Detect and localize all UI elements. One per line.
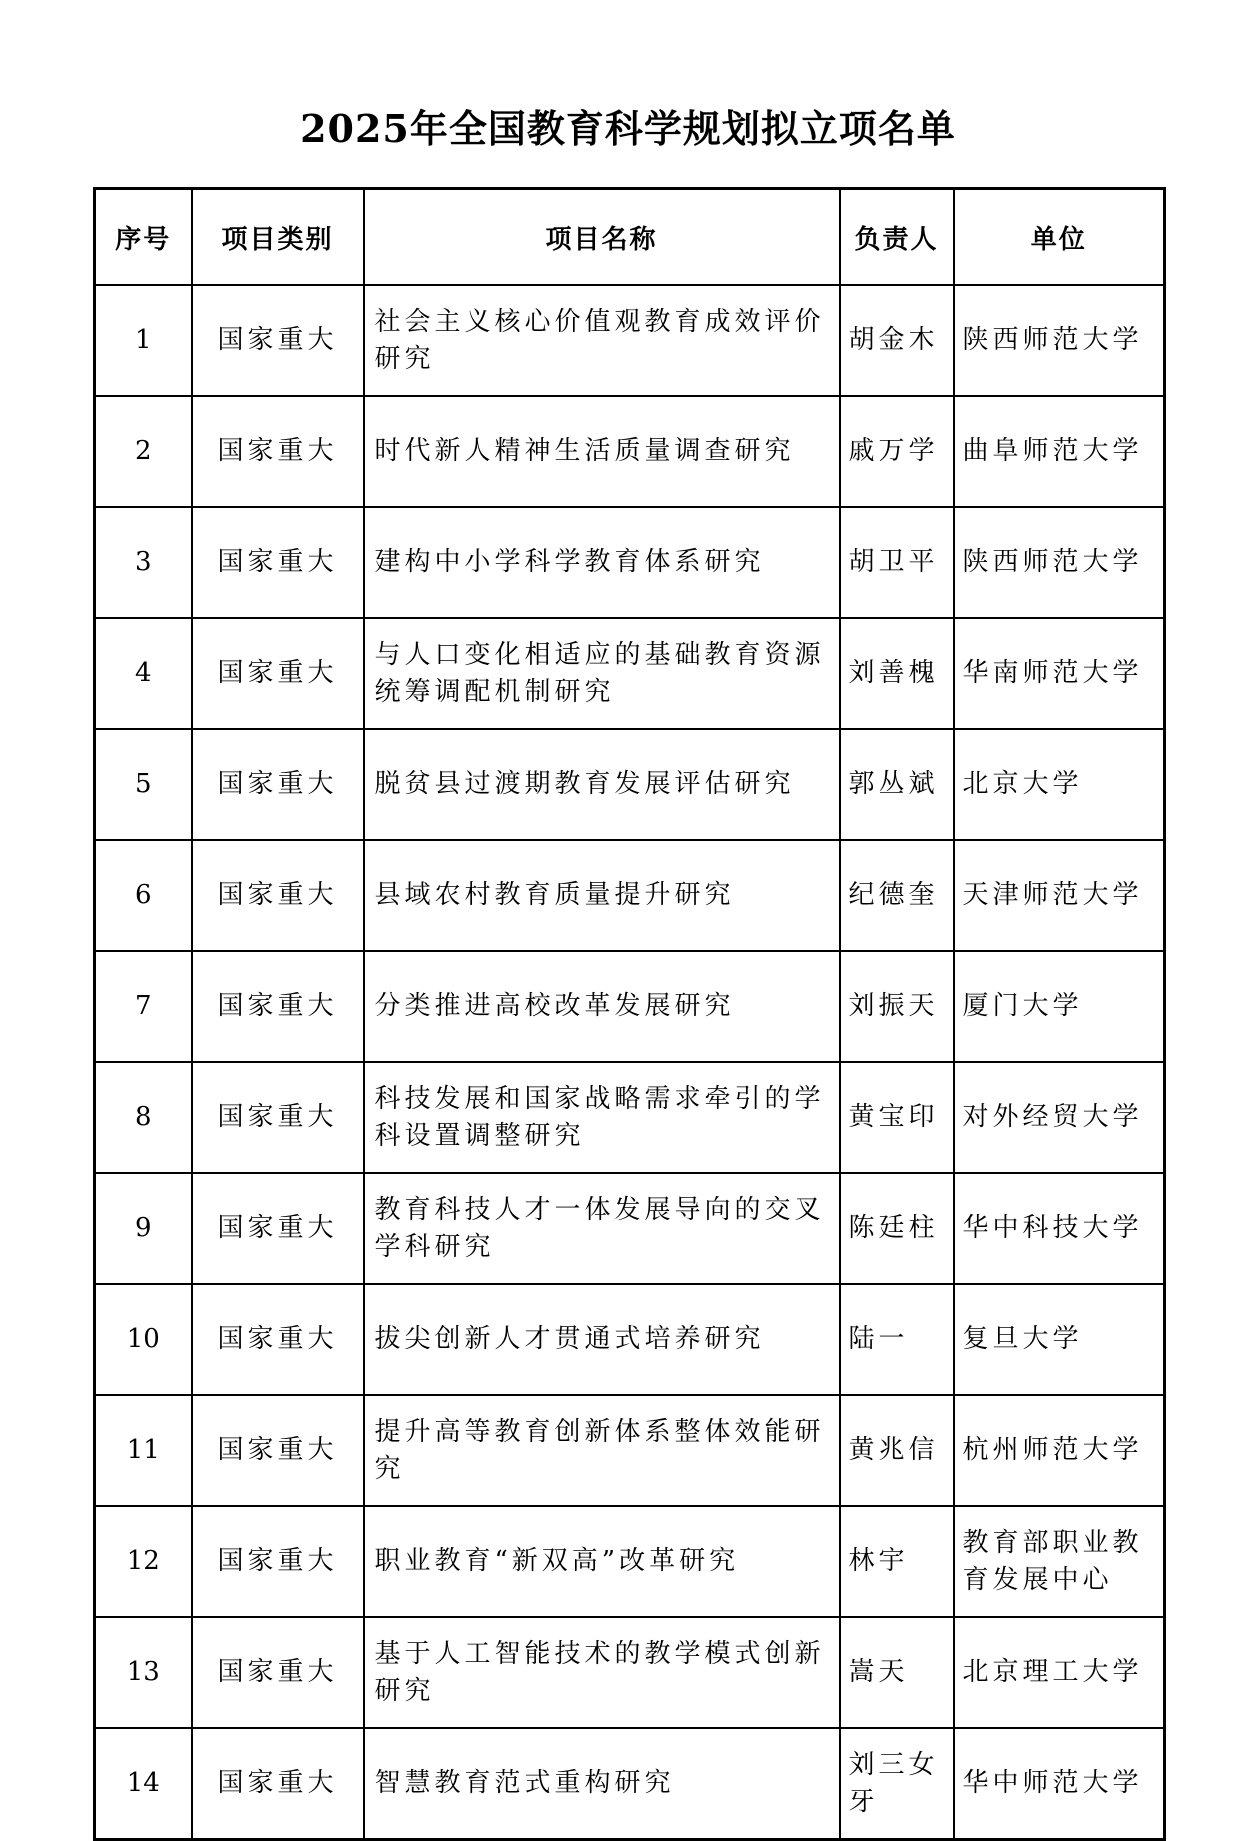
table-header (95, 189, 1165, 286)
header-cell-no: 序号 (95, 189, 192, 286)
row-number-cell: 3 (95, 507, 192, 618)
project-name-cell: 基于人工智能技术的教学模式创新研究 (364, 1617, 840, 1728)
project-name-cell: 智慧教育范式重构研究 (364, 1728, 840, 1840)
organization-cell: 曲阜师范大学 (954, 396, 1165, 507)
table-row (95, 1395, 1165, 1506)
organization-cell: 华中师范大学 (954, 1728, 1165, 1840)
row-number-cell: 11 (95, 1395, 192, 1506)
row-number-cell: 2 (95, 396, 192, 507)
page-title: 2025年全国教育科学规划拟立项名单 (300, 106, 956, 151)
project-category-cell: 国家重大 (192, 1284, 364, 1395)
leader-cell: 刘善槐 (840, 618, 954, 729)
table-row (95, 1617, 1165, 1728)
leader-cell: 纪德奎 (840, 840, 954, 951)
project-name-cell: 分类推进高校改革发展研究 (364, 951, 840, 1062)
project-category-cell: 国家重大 (192, 1062, 364, 1173)
organization-cell: 陕西师范大学 (954, 285, 1165, 396)
project-name-cell: 时代新人精神生活质量调查研究 (364, 396, 840, 507)
organization-cell: 厦门大学 (954, 951, 1165, 1062)
row-number-cell: 7 (95, 951, 192, 1062)
project-category-cell: 国家重大 (192, 729, 364, 840)
leader-cell: 刘振天 (840, 951, 954, 1062)
table-row (95, 951, 1165, 1062)
leader-cell: 戚万学 (840, 396, 954, 507)
project-name-cell: 拔尖创新人才贯通式培养研究 (364, 1284, 840, 1395)
project-category-cell: 国家重大 (192, 396, 364, 507)
project-category-cell: 国家重大 (192, 1617, 364, 1728)
project-category-cell: 国家重大 (192, 840, 364, 951)
project-category-cell: 国家重大 (192, 951, 364, 1062)
organization-cell: 北京大学 (954, 729, 1165, 840)
table-row (95, 618, 1165, 729)
organization-cell: 杭州师范大学 (954, 1395, 1165, 1506)
project-category-cell: 国家重大 (192, 1728, 364, 1840)
table-row (95, 1173, 1165, 1284)
row-number-cell: 4 (95, 618, 192, 729)
project-name-cell: 教育科技人才一体发展导向的交叉学科研究 (364, 1173, 840, 1284)
header-row (95, 189, 1165, 286)
header-cell-name: 项目名称 (364, 189, 840, 286)
table-row (95, 729, 1165, 840)
table-row (95, 1284, 1165, 1395)
project-name-cell: 提升高等教育创新体系整体效能研究 (364, 1395, 840, 1506)
leader-cell: 胡卫平 (840, 507, 954, 618)
header-cell-category: 项目类别 (192, 189, 364, 286)
project-name-cell: 建构中小学科学教育体系研究 (364, 507, 840, 618)
row-number-cell: 1 (95, 285, 192, 396)
organization-cell: 陕西师范大学 (954, 507, 1165, 618)
leader-cell: 黄兆信 (840, 1395, 954, 1506)
organization-cell: 天津师范大学 (954, 840, 1165, 951)
project-name-cell: 社会主义核心价值观教育成效评价研究 (364, 285, 840, 396)
row-number-cell: 10 (95, 1284, 192, 1395)
row-number-cell: 6 (95, 840, 192, 951)
organization-cell: 华中科技大学 (954, 1173, 1165, 1284)
project-name-cell: 县域农村教育质量提升研究 (364, 840, 840, 951)
table-row (95, 1062, 1165, 1173)
row-number-cell: 14 (95, 1728, 192, 1840)
leader-cell: 胡金木 (840, 285, 954, 396)
project-category-cell: 国家重大 (192, 285, 364, 396)
project-name-cell: 科技发展和国家战略需求牵引的学科设置调整研究 (364, 1062, 840, 1173)
table-row (95, 840, 1165, 951)
table-body (95, 285, 1165, 1840)
project-category-cell: 国家重大 (192, 1395, 364, 1506)
project-name-cell: 与人口变化相适应的基础教育资源统筹调配机制研究 (364, 618, 840, 729)
organization-cell: 复旦大学 (954, 1284, 1165, 1395)
project-category-cell: 国家重大 (192, 618, 364, 729)
project-category-cell: 国家重大 (192, 1173, 364, 1284)
project-name-cell: 职业教育“新双高”改革研究 (364, 1506, 840, 1617)
organization-cell: 对外经贸大学 (954, 1062, 1165, 1173)
organization-cell: 北京理工大学 (954, 1617, 1165, 1728)
table-row (95, 1728, 1165, 1840)
leader-cell: 嵩天 (840, 1617, 954, 1728)
organization-cell: 华南师范大学 (954, 618, 1165, 729)
header-cell-leader: 负责人 (840, 189, 954, 286)
organization-cell: 教育部职业教育发展中心 (954, 1506, 1165, 1617)
leader-cell: 陆一 (840, 1284, 954, 1395)
leader-cell: 刘三女牙 (840, 1728, 954, 1840)
row-number-cell: 8 (95, 1062, 192, 1173)
row-number-cell: 9 (95, 1173, 192, 1284)
row-number-cell: 5 (95, 729, 192, 840)
table-row (95, 285, 1165, 396)
project-category-cell: 国家重大 (192, 507, 364, 618)
table-row (95, 396, 1165, 507)
project-name-cell: 脱贫县过渡期教育发展评估研究 (364, 729, 840, 840)
row-number-cell: 13 (95, 1617, 192, 1728)
leader-cell: 郭丛斌 (840, 729, 954, 840)
header-cell-org: 单位 (954, 189, 1165, 286)
table-row (95, 507, 1165, 618)
leader-cell: 林宇 (840, 1506, 954, 1617)
leader-cell: 陈廷柱 (840, 1173, 954, 1284)
project-list-table (93, 187, 1166, 1841)
table-row (95, 1506, 1165, 1617)
leader-cell: 黄宝印 (840, 1062, 954, 1173)
project-category-cell: 国家重大 (192, 1506, 364, 1617)
row-number-cell: 12 (95, 1506, 192, 1617)
